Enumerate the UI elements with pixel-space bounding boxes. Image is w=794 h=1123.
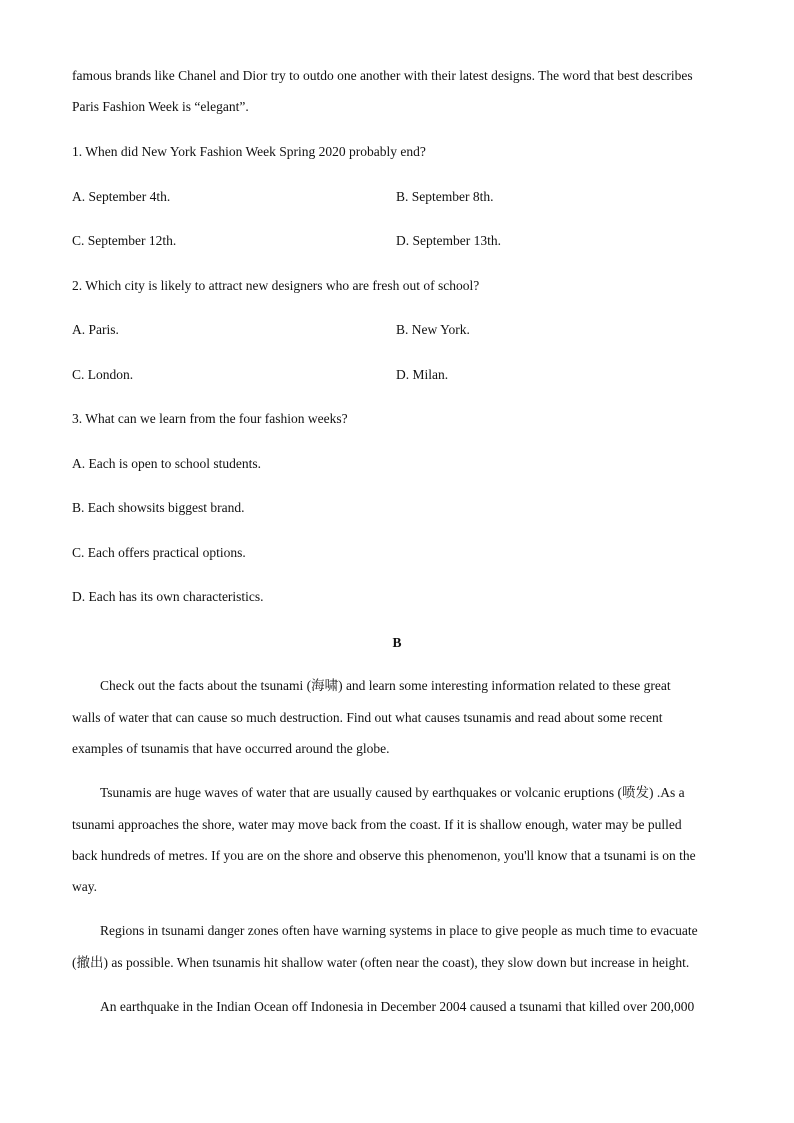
paragraph-4-line-1: An earthquake in the Indian Ocean off Indonesia in December 2004 caused a tsunami that killed over 200,000: [100, 999, 695, 1014]
question-2-option-c: C. London.: [72, 367, 134, 382]
intro-line-1: famous brands like Chanel and Dior try to outdo one another with their latest designs. The word that best describes: [72, 68, 693, 83]
question-3-option-b: B. Each showsits biggest brand.: [72, 500, 245, 515]
question-2-option-b: B. New York.: [396, 322, 470, 337]
paragraph-1-line-1: Check out the facts about the tsunami (海啸) and learn some interesting information related to these great: [100, 678, 671, 693]
paragraph-3-line-2: (撤出) as possible. When tsunamis hit shallow water (often near the coast), they slow down but increase in height.: [72, 955, 690, 970]
question-1-stem: 1. When did New York Fashion Week Spring 2020 probably end?: [72, 144, 426, 159]
question-1-option-b: B. September 8th.: [396, 189, 494, 204]
question-3-stem: 3. What can we learn from the four fashion weeks?: [72, 411, 348, 426]
paragraph-3-line-1: Regions in tsunami danger zones often have warning systems in place to give people as much time to evacuate: [100, 923, 698, 938]
question-2-option-a: A. Paris.: [72, 322, 119, 337]
intro-line-2: Paris Fashion Week is “elegant”.: [72, 99, 249, 114]
paragraph-2-line-4: way.: [72, 879, 97, 894]
paragraph-2-line-1: Tsunamis are huge waves of water that are usually caused by earthquakes or volcanic eruptions (喷发) .As a: [100, 785, 685, 800]
question-1-option-c: C. September 12th.: [72, 233, 177, 248]
question-3-option-c: C. Each offers practical options.: [72, 545, 246, 560]
question-1-option-d: D. September 13th.: [396, 233, 501, 248]
question-2-option-d: D. Milan.: [396, 367, 449, 382]
question-1-option-a: A. September 4th.: [72, 189, 171, 204]
paragraph-1-line-2: walls of water that can cause so much destruction. Find out what causes tsunamis and read about some recent: [72, 710, 663, 725]
question-2-stem: 2. Which city is likely to attract new designers who are fresh out of school?: [72, 278, 480, 293]
section-b-heading: B: [392, 635, 402, 650]
paragraph-1-line-3: examples of tsunamis that have occurred around the globe.: [72, 741, 390, 756]
paragraph-2-line-3: back hundreds of metres. If you are on the shore and observe this phenomenon, you'll know that a tsunami is on the: [72, 848, 696, 863]
paragraph-2-line-2: tsunami approaches the shore, water may move back from the coast. If it is shallow enough, water may be pulled: [72, 817, 682, 832]
question-3-option-a: A. Each is open to school students.: [72, 456, 261, 471]
question-3-option-d: D. Each has its own characteristics.: [72, 589, 264, 604]
